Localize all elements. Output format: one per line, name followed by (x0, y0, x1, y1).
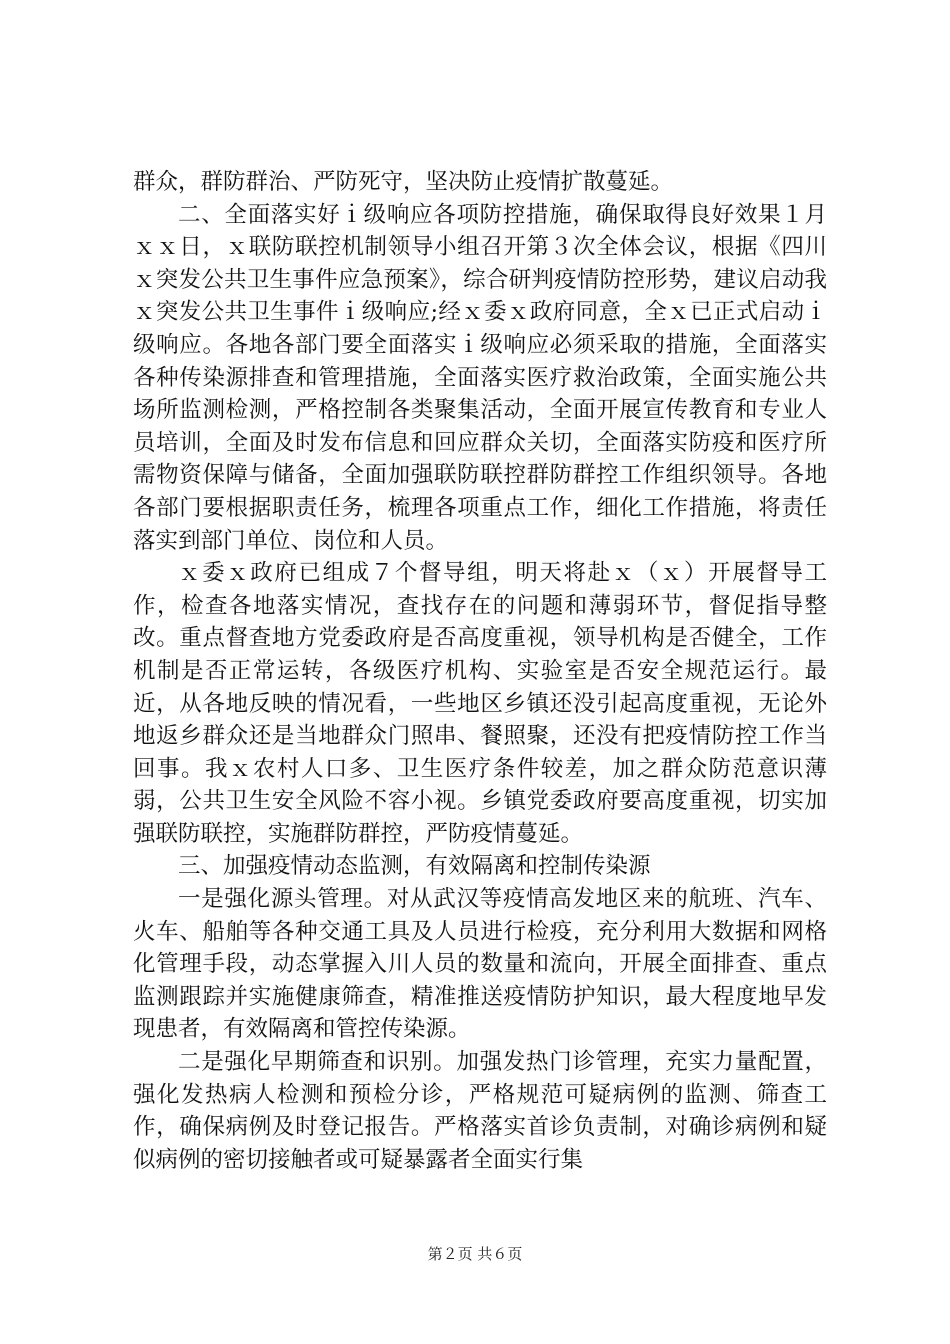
paragraph-continuation: 群众，群防群治、严防死守，坚决防止疫情扩散蔓延。 (133, 169, 674, 195)
paragraph-supervision: ｘ委ｘ政府已组成７个督导组，明天将赴ｘ（ｘ）开展督导工作，检查各地落实情况，查找存在的问题和薄弱环节，督促指导整改。重点督查地方党委政府是否高度重视，领导机构是否健全，工作机制是否正常运转，各级医疗机构、实验室是否安全规范运行。最近，从各地反映的情况看，一些地区乡镇还没引起高度重视，无论外地返乡群众还是当地群众门照串、餐照聚，还没有把疫情防控工作当回事。我ｘ农村人口多、卫生医疗条件较差，加之群众防范意识薄弱，公共卫生安全风险不容小视。乡镇党委政府要高度重视，切实加强联防联控，实施群防群控，严防疫情蔓延。 (133, 560, 827, 847)
paragraph-early-screening: 二是强化早期筛查和识别。加强发热门诊管理，充实力量配置，强化发热病人检测和预检分诊，严格规范可疑病例的监测、筛查工作，确保病例及时登记报告。严格落实首诊负责制，对确诊病例和疑似病例的密切接触者或可疑暴露者全面实行集 (133, 1049, 827, 1173)
section-heading-three: 三、加强疫情动态监测，有效隔离和控制传染源 (178, 853, 651, 880)
paragraph-section-two: 二、全面落实好ｉ级响应各项防控措施，确保取得良好效果１月ｘｘ日，ｘ联防联控机制领导小组召开第３次全体会议，根据《四川ｘ突发公共卫生事件应急预案》，综合研判疫情防控形势，建议启动我ｘ突发公共卫生事件ｉ级响应;经ｘ委ｘ政府同意，全ｘ已正式启动ｉ级响应。各地各部门要全面落实ｉ级响应必须采取的措施，全面落实各种传染源排查和管理措施，全面落实医疗救治政策，全面实施公共场所监测检测，严格控制各类聚集活动，全面开展宣传教育和专业人员培训，全面及时发布信息和回应群众关切，全面落实防疫和医疗所需物资保障与储备，全面加强联防联控群防群控工作组织领导。各地各部门要根据职责任务，梳理各项重点工作，细化工作措施，将责任落实到部门单位、岗位和人员。 (133, 201, 827, 554)
page-number-footer: 第２页 共６页 (427, 1245, 523, 1263)
document-body (133, 166, 827, 1176)
paragraph-source-management: 一是强化源头管理。对从武汉等疫情高发地区来的航班、汽车、火车、船舶等各种交通工具及人员进行检疫，充分利用大数据和网格化管理手段，动态掌握入川人员的数量和流向，开展全面排查、重点监测跟踪并实施健康筛查，精准推送疫情防护知识，最大程度地早发现患者，有效隔离和管控传染源。 (133, 886, 827, 1043)
